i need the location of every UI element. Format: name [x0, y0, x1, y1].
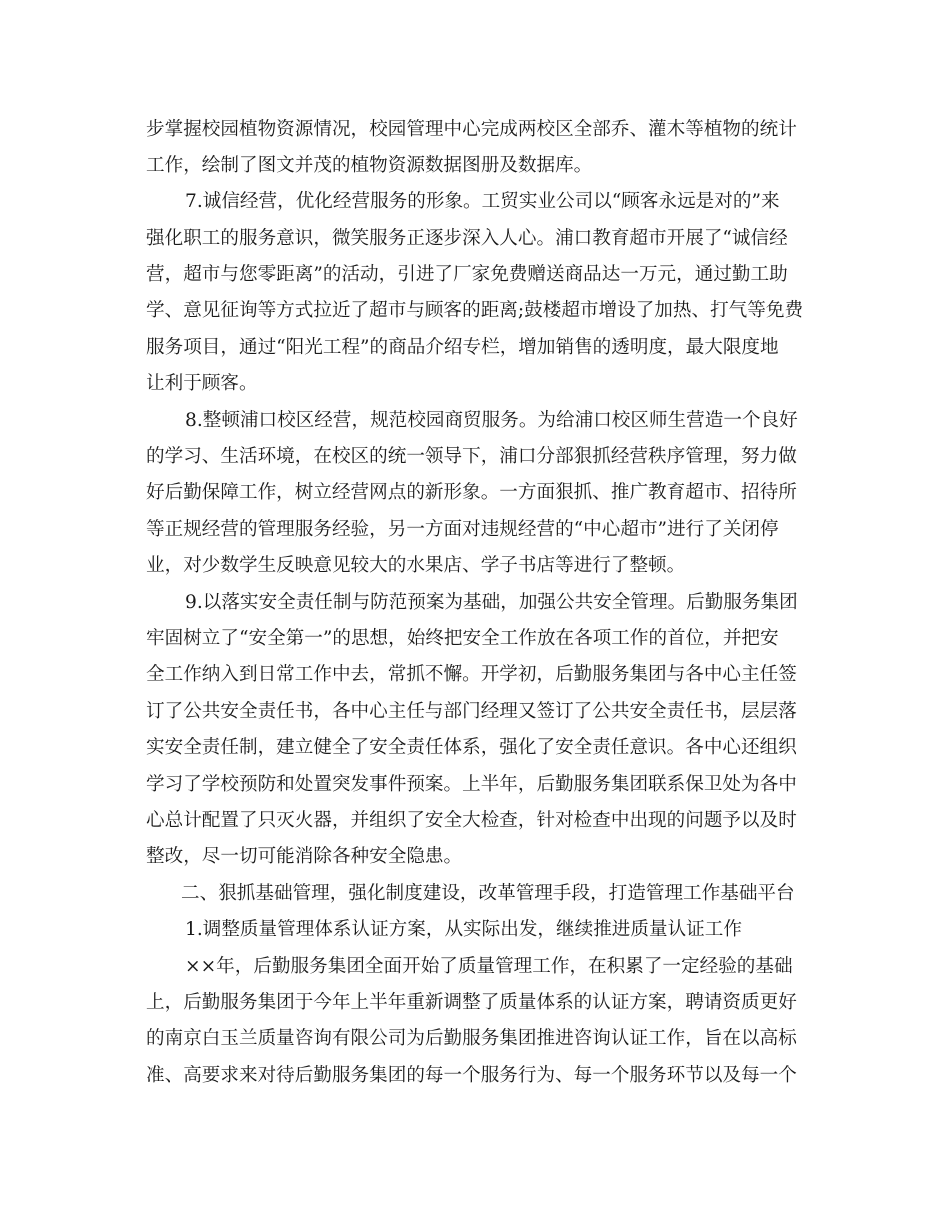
paragraph-7-start: 7.诚信经营，优化经营服务的形象。工贸实业公司以“顾客永远是对的”来 [185, 191, 780, 212]
paragraph-8-start: 8.整顿浦口校区经营，规范校园商贸服务。为给浦口校区师生营造一个良好 [185, 410, 798, 431]
text-line: 强化职工的服务意识，微笑服务正逐步深入人心。浦口教育超市开展了“诚信经 [146, 228, 788, 249]
text-line: 营，超市与您零距离”的活动，引进了厂家免费赠送商品达一万元，通过勤工助 [146, 264, 788, 285]
text-line: 订了公共安全责任书，各中心主任与部门经理又签订了公共安全责任书，层层落 [146, 701, 797, 722]
text-line: 的南京白玉兰质量咨询有限公司为后勤服务集团推进咨询认证工作，旨在以高标 [146, 1028, 797, 1049]
text-line: 让利于顾客。 [146, 373, 258, 394]
text-line: 心总计配置了只灭火器，并组织了安全大检查，针对检查中出现的问题予以及时 [146, 810, 797, 831]
section-heading: 二、狠抓基础管理，强化制度建设，改革管理手段，打造管理工作基础平台 [181, 883, 795, 904]
text-line: 的学习、生活环境，在校区的统一领导下，浦口分部狠抓经营秩序管理，努力做 [146, 446, 797, 467]
text-line: 全工作纳入到日常工作中去，常抓不懈。开学初，后勤服务集团与各中心主任签 [146, 664, 797, 685]
text-line: 学习了学校预防和处置突发事件预案。上半年，后勤服务集团联系保卫处为各中 [146, 774, 797, 795]
text-line: 整改，尽一切可能消除各种安全隐患。 [146, 846, 463, 867]
paragraph-start: ××年，后勤服务集团全面开始了质量管理工作，在积累了一定经验的基础 [185, 956, 793, 977]
text-line: 上，后勤服务集团于今年上半年重新调整了质量体系的认证方案，聘请资质更好 [146, 992, 797, 1013]
text-line: 业，对少数学生反映意见较大的水果店、学子书店等进行了整顿。 [146, 555, 686, 576]
text-line: 工作，绘制了图文并茂的植物资源数据图册及数据库。 [146, 155, 593, 176]
text-line: 学、意见征询等方式拉近了超市与顾客的距离;鼓楼超市增设了加热、打气等免费 [146, 300, 804, 321]
text-line: 服务项目，通过“阳光工程”的商品介绍专栏，增加销售的透明度，最大限度地 [146, 337, 779, 358]
subsection-heading: 1.调整质量管理体系认证方案，从实际出发，继续推进质量认证工作 [185, 919, 742, 940]
text-line: 等正规经营的管理服务经验，另一方面对违规经营的“中心超市”进行了关闭停 [146, 519, 779, 540]
text-line: 牢固树立了“安全第一”的思想，始终把安全工作放在各项工作的首位，并把安 [146, 628, 779, 649]
paragraph-9-start: 9.以落实安全责任制与防范预案为基础，加强公共安全管理。后勤服务集团 [185, 592, 798, 613]
text-line: 准、高要求来对待后勤服务集团的每一个服务行为、每一个服务环节以及每一个 [146, 1065, 797, 1086]
text-line: 步掌握校园植物资源情况，校园管理中心完成两校区全部乔、灌木等植物的统计 [146, 119, 797, 140]
text-line: 实安全责任制，建立健全了安全责任体系，强化了安全责任意识。各中心还组织 [146, 737, 797, 758]
text-line: 好后勤保障工作，树立经营网点的新形象。一方面狠抓、推广教育超市、招待所 [146, 482, 797, 503]
